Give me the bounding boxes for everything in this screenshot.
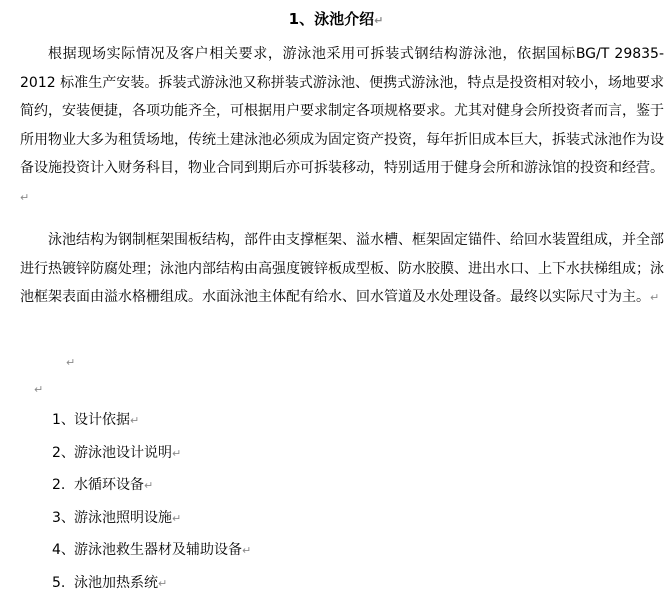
list-item-text: 泳池加热系统 — [74, 574, 158, 591]
paragraph-mark: ↵ — [374, 14, 384, 27]
list-item — [52, 406, 251, 439]
list-item — [52, 439, 251, 472]
paragraph-mark: ↵ — [242, 544, 252, 558]
paragraph-pool-structure — [20, 226, 664, 313]
paragraph-mark: ↵ — [650, 291, 660, 305]
list-item — [52, 569, 251, 602]
paragraph-mark: ↵ — [172, 446, 182, 460]
paragraph-mark: ↵ — [20, 190, 30, 204]
list-item-text: 游泳池照明设施 — [74, 509, 172, 526]
list-item-text: 设计依据 — [74, 412, 130, 428]
paragraph-2-text: 泳池结构为钢制框架围板结构，部件由支撑框架、溢水槽、框架固定锚件、给回水装置组成，并全部进行热镀锌防腐处理；泳池内部结构由高强度镀锌板成型板、防水胶膜、进出水口、上下水扶梯组成；泳池框架表面由溢水格栅组成。水面泳池主体配有给水、回水管道及水处理设备。最终以实际尺寸为主。 — [20, 232, 664, 306]
section-heading-text: 1、泳池介绍 — [288, 10, 375, 28]
list-item-number: 4、 — [52, 542, 75, 559]
list-item-text: 游泳池设计说明 — [74, 444, 172, 461]
list-item-number: 1、 — [52, 412, 75, 428]
list-item-number: 2、 — [52, 444, 75, 461]
paragraph-mark: ↵ — [172, 511, 182, 525]
list-item-number: 2. — [52, 477, 66, 494]
paragraph-1-text: 根据现场实际情况及客户相关要求，游泳池采用可拆装式钢结构游泳池，依据国标BG/T 29835-2012 标准生产安装。拆装式游泳池又称拼装式游泳池、便携式游泳池，特点是投资相对较小，场地要求简约，安装便捷，各项功能齐全，可根据用户要求制定各项规格要求。尤其对健身会所投资者而言，鉴于所用物业大多为租赁场地，传统土建泳池必须成为固定资产投资，每年折旧成本巨大，拆装式泳池作为设备设施投资计入财务科目，物业合同到期后亦可拆装移动，特别适用于健身会所和游泳馆的投资和经营。 — [20, 46, 664, 177]
list-item — [52, 471, 251, 504]
list-item-text: 水循环设备 — [74, 477, 144, 494]
empty-paragraph-mark: ↵ — [34, 383, 44, 396]
empty-paragraph-mark: ↵ — [66, 356, 76, 369]
list-item-number: 5. — [52, 574, 66, 591]
paragraph-pool-introduction — [20, 40, 664, 213]
list-item — [52, 504, 251, 537]
paragraph-mark: ↵ — [130, 414, 140, 427]
paragraph-mark: ↵ — [144, 479, 154, 493]
section-heading — [0, 8, 672, 32]
contents-list — [52, 406, 251, 602]
list-item — [52, 536, 251, 569]
list-item-text: 游泳池救生器材及辅助设备 — [74, 542, 242, 559]
list-item-number: 3、 — [52, 509, 75, 526]
paragraph-mark: ↵ — [158, 576, 168, 590]
